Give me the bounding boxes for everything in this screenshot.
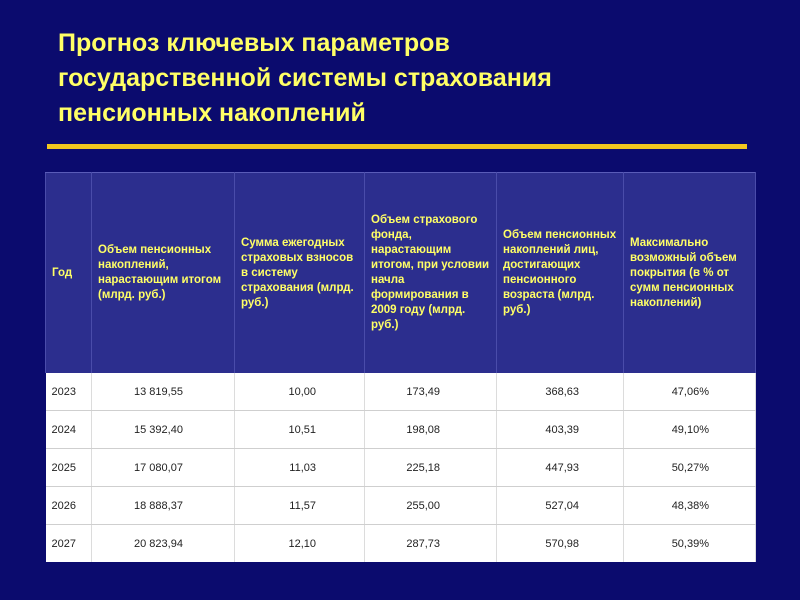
cell-year: 2027 (46, 525, 92, 563)
cell-retirement-savings: 527,04 (497, 487, 624, 525)
table-header-row (46, 173, 756, 374)
table-row (46, 373, 756, 411)
cell-retirement-savings: 447,93 (497, 449, 624, 487)
forecast-table (45, 172, 756, 562)
cell-year: 2025 (46, 449, 92, 487)
title-line-3: пенсионных накоплений (58, 99, 366, 127)
title-line-1: Прогноз ключевых параметров (58, 29, 450, 57)
cell-annual-contributions: 10,00 (235, 373, 365, 411)
cell-insurance-fund: 173,49 (365, 373, 497, 411)
header-insurance-fund: Объем страхового фонда, нарастающим итогом, при условии начла формирования в 2009 году (млрд. руб.) (365, 173, 497, 374)
title-underline (47, 144, 747, 149)
cell-retirement-savings: 570,98 (497, 525, 624, 563)
cell-insurance-fund: 287,73 (365, 525, 497, 563)
cell-annual-contributions: 11,57 (235, 487, 365, 525)
cell-insurance-fund: 225,18 (365, 449, 497, 487)
slide-title (58, 26, 758, 131)
header-annual-contributions: Сумма ежегодных страховых взносов в систему страхования (млрд. руб.) (235, 173, 365, 374)
cell-max-coverage: 50,27% (624, 449, 756, 487)
table-row (46, 411, 756, 449)
table-row (46, 449, 756, 487)
cell-max-coverage: 49,10% (624, 411, 756, 449)
cell-year: 2024 (46, 411, 92, 449)
cell-pension-savings: 17 080,07 (92, 449, 235, 487)
cell-pension-savings: 20 823,94 (92, 525, 235, 563)
cell-insurance-fund: 198,08 (365, 411, 497, 449)
cell-max-coverage: 48,38% (624, 487, 756, 525)
cell-annual-contributions: 12,10 (235, 525, 365, 563)
cell-max-coverage: 50,39% (624, 525, 756, 563)
header-pension-savings: Объем пенсионных накоплений, нарастающим итогом (млрд. руб.) (92, 173, 235, 374)
table-row (46, 487, 756, 525)
cell-pension-savings: 18 888,37 (92, 487, 235, 525)
header-retirement-savings: Объем пенсионных накоплений лиц, достигающих пенсионного возраста (млрд. руб.) (497, 173, 624, 374)
cell-insurance-fund: 255,00 (365, 487, 497, 525)
cell-year: 2023 (46, 373, 92, 411)
cell-annual-contributions: 11,03 (235, 449, 365, 487)
cell-retirement-savings: 368,63 (497, 373, 624, 411)
cell-max-coverage: 47,06% (624, 373, 756, 411)
cell-pension-savings: 15 392,40 (92, 411, 235, 449)
cell-year: 2026 (46, 487, 92, 525)
cell-retirement-savings: 403,39 (497, 411, 624, 449)
header-year: Год (46, 173, 92, 374)
header-max-coverage: Максимально возможный объем покрытия (в % от сумм пенсионных накоплений) (624, 173, 756, 374)
cell-annual-contributions: 10,51 (235, 411, 365, 449)
title-line-2: государственной системы страхования (58, 64, 552, 92)
table-row (46, 525, 756, 563)
cell-pension-savings: 13 819,55 (92, 373, 235, 411)
